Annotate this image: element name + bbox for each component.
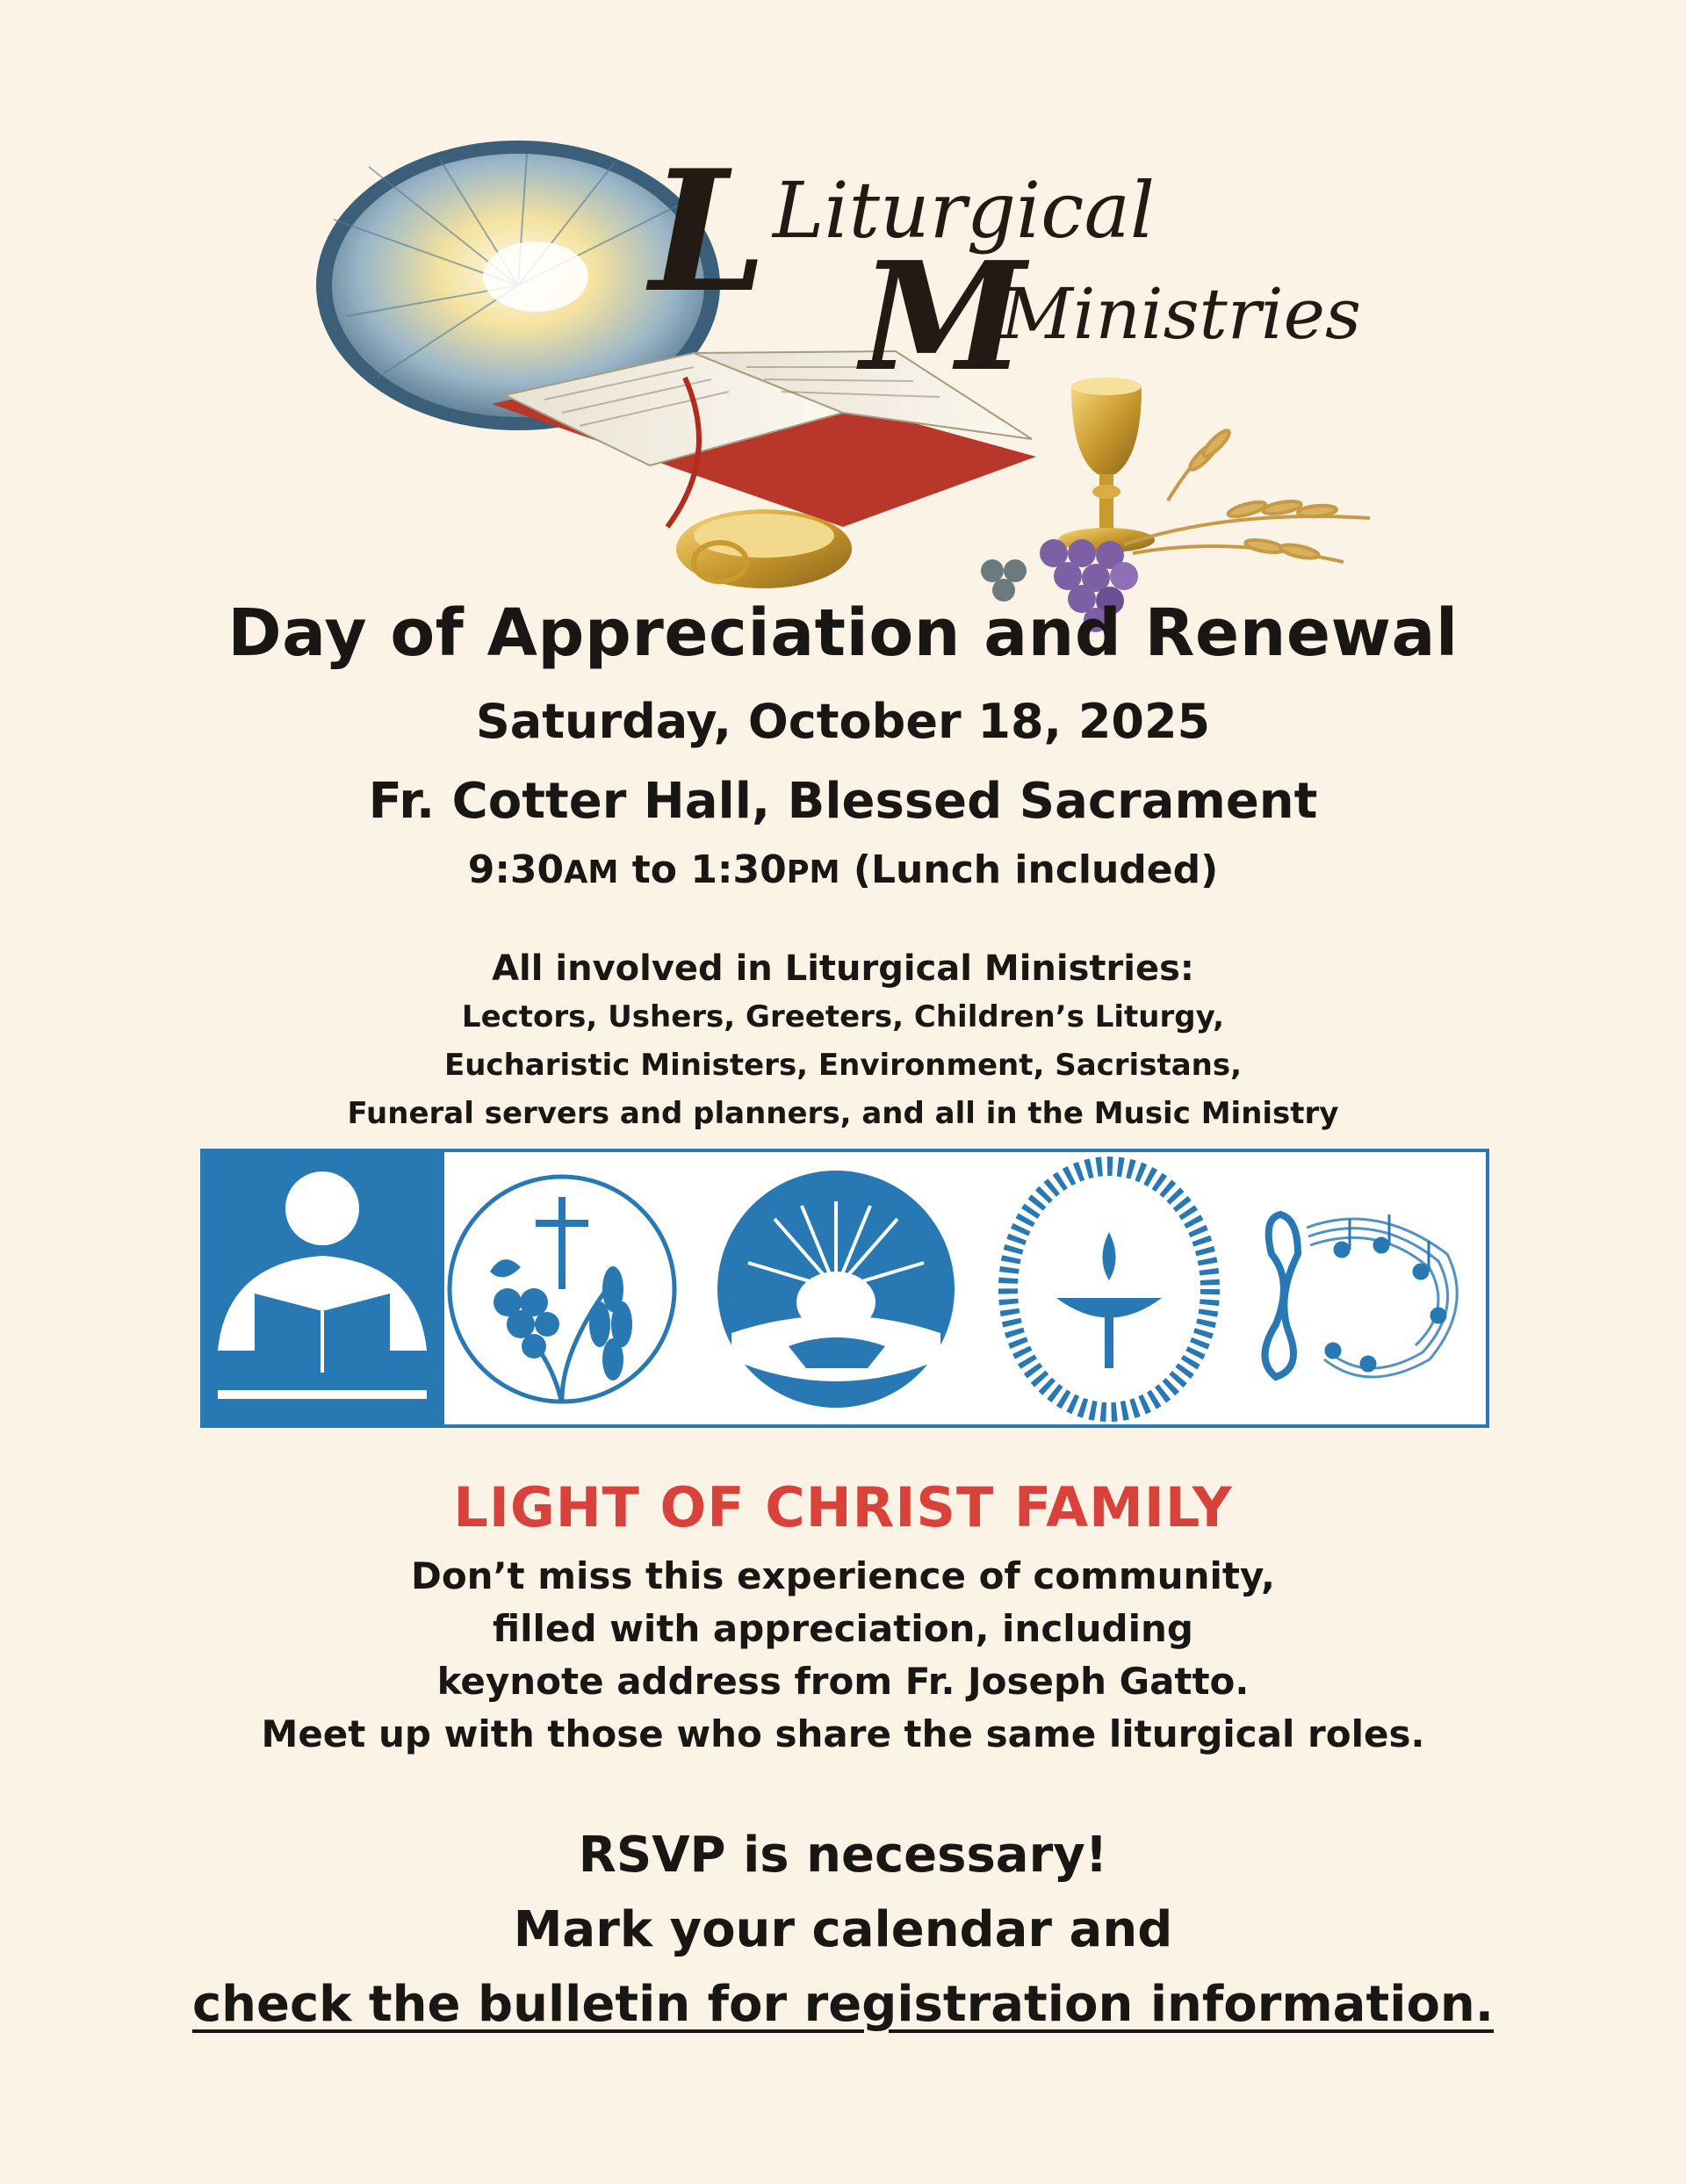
description-line: keynote address from Fr. Joseph Gatto.: [436, 1660, 1250, 1703]
time-start: 9:30: [467, 847, 565, 892]
reader-icon: [200, 1149, 444, 1428]
time-start-suffix: AM: [564, 854, 619, 890]
chalice-flame-icon: [1008, 1166, 1210, 1412]
svg-text:M: M: [861, 229, 1027, 405]
audience-line: Funeral servers and planners, and all in the Music Ministry: [347, 1096, 1339, 1131]
mark-calendar-line: Mark your calendar and: [513, 1901, 1173, 1958]
logo-line-1: Liturgical: [773, 165, 1156, 256]
svg-text:L: L: [650, 133, 767, 329]
description-line: Don’t miss this experience of community,: [410, 1554, 1276, 1597]
time-to: to 1:30: [618, 847, 787, 892]
event-title: Day of Appreciation and Renewal: [227, 595, 1459, 671]
description-line: filled with appreciation, including: [493, 1607, 1193, 1650]
logo-line-2: Ministries: [1001, 273, 1362, 355]
time-note: (Lunch included): [839, 847, 1219, 892]
rsvp-line: RSVP is necessary!: [578, 1827, 1108, 1884]
bulletin-line: [0, 1976, 1686, 2033]
liturgical-ministries-header-art: [0, 0, 1686, 632]
audience-line: Lectors, Ushers, Greeters, Children’s Liturgy,: [461, 999, 1225, 1034]
chalice: [1058, 378, 1155, 552]
event-location: Fr. Cotter Hall, Blessed Sacrament: [368, 773, 1318, 830]
handshake-sunrise-icon: [717, 1171, 955, 1408]
ministry-icon-strip: [200, 1149, 1489, 1428]
event-time: [0, 847, 1686, 892]
gold-paten: [676, 509, 852, 588]
wheat-stalks: [1124, 428, 1370, 562]
event-date: Saturday, October 18, 2025: [475, 694, 1211, 749]
description-line: Meet up with those who share the same liturgical roles.: [261, 1712, 1425, 1755]
audience-line: Eucharistic Ministers, Environment, Sacristans,: [443, 1048, 1243, 1083]
time-end-suffix: PM: [786, 854, 840, 890]
family-heading: LIGHT OF CHRIST FAMILY: [453, 1475, 1233, 1539]
audience-heading: All involved in Liturgical Ministries:: [492, 948, 1194, 989]
bulletin-text: check the bulletin for registration information.: [191, 1976, 1495, 2033]
